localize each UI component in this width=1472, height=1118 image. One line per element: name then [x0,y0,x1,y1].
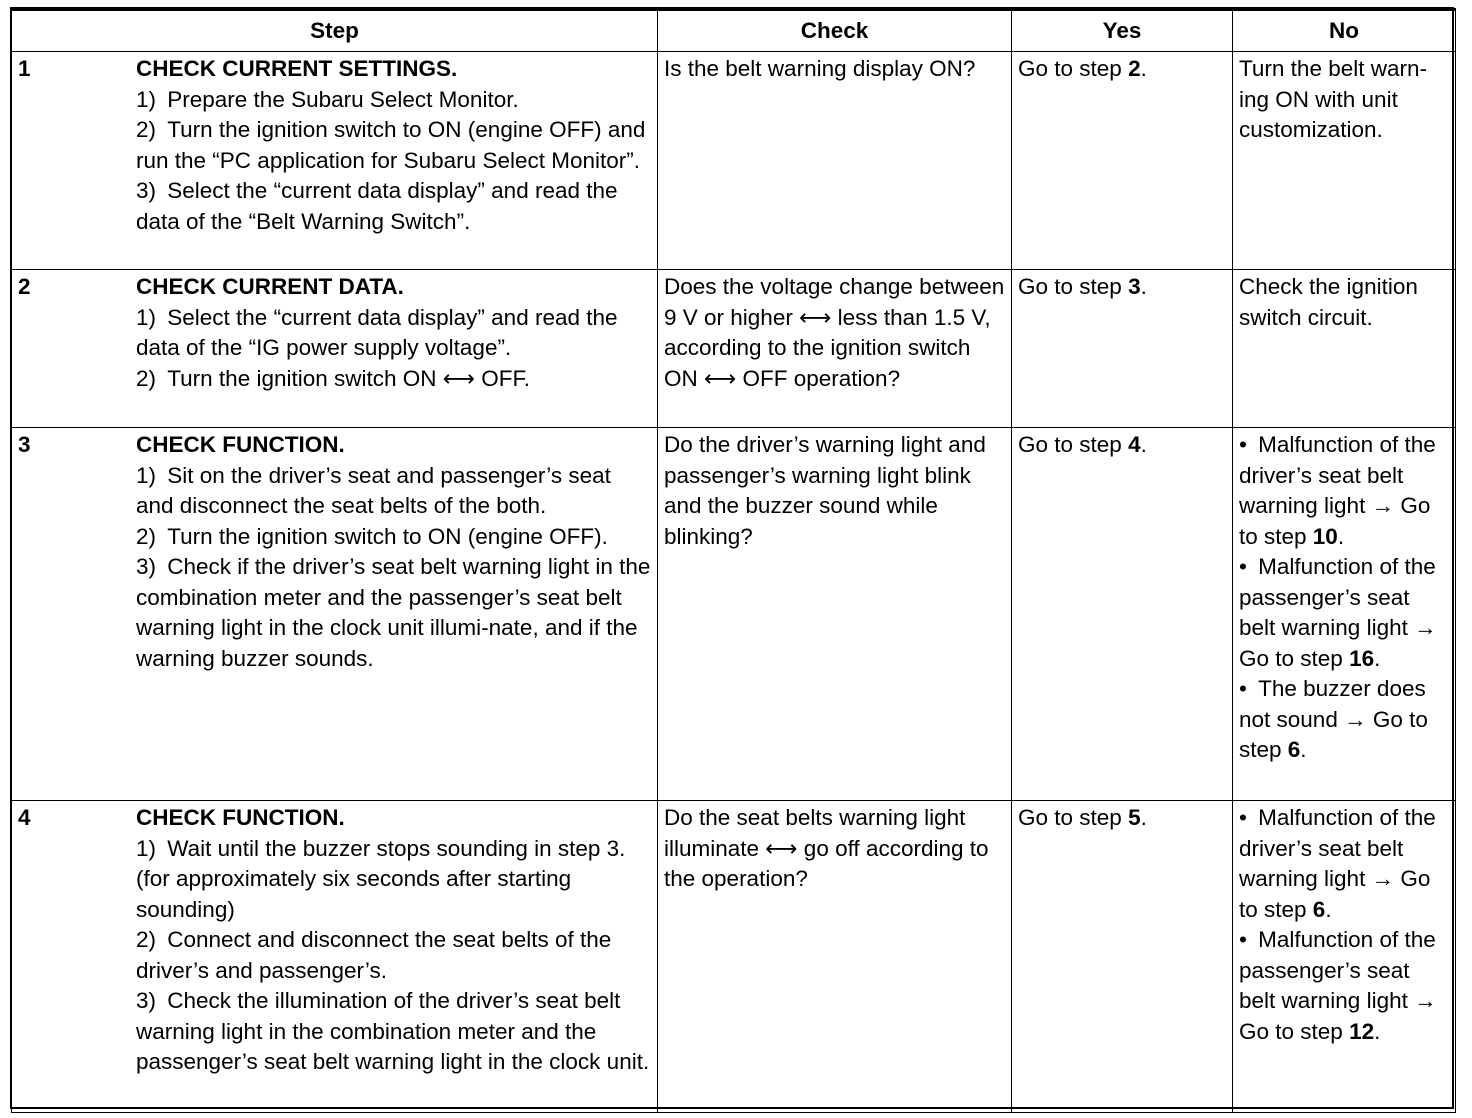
yes-suffix: . [1140,805,1147,830]
step-title: CHECK FUNCTION. [136,805,345,830]
step-title: CHECK FUNCTION. [136,432,345,457]
no-item-step-number: 16 [1349,645,1375,671]
yes-cell [1012,52,1233,270]
yes-text: Go to step [1018,432,1129,457]
step-cell [12,52,658,270]
header-step: Step [12,10,658,52]
check-cell: Do the driver’s warning light and passenger’s warning light blink and the buzzer sound while blinking? [658,428,1012,801]
step-line: 3) Check the illumination of the driver’s seat belt warning light in the combination meter and the passenger’s seat belt warning light in the clock unit. [136,988,650,1074]
header-yes: Yes [1012,10,1233,52]
yes-step-number: 4 [1128,432,1141,457]
no-item [1239,803,1451,925]
diagnostic-table [11,8,1456,1113]
header-no: No [1233,10,1456,52]
step-number: 1 [18,56,31,81]
step-line: 1) Wait until the buzzer stops sounding in step 3. (for approximately six seconds after starting sounding) [136,835,626,922]
no-item-text: • Malfunction of the passenger’s seat belt warning light → Go to step [1239,554,1437,671]
no-item [1239,552,1451,674]
no-cell [1233,801,1456,1113]
no-cell: Turn the belt warn-ing ON with unit customization. [1233,52,1456,270]
header-check: Check [658,10,1012,52]
step-line: 2) Connect and disconnect the seat belts of the driver’s and passenger’s. [136,927,612,983]
no-item-text: • Malfunction of the driver’s seat belt warning light → Go to step [1239,432,1436,549]
step-cell [12,270,658,428]
step-title: CHECK CURRENT SETTINGS. [136,56,458,81]
no-item-step-number: 6 [1312,896,1326,922]
yes-suffix: . [1140,56,1147,81]
table-row [12,270,1456,428]
step-line: 3) Select the “current data display” and read the data of the “Belt Warning Switch”. [136,178,618,234]
yes-cell [1012,428,1233,801]
step-number: 4 [18,805,31,830]
step-line: 2) Turn the ignition switch ON ⟷ OFF. [136,365,531,391]
no-item [1239,430,1451,552]
no-cell: Check the ignition switch circuit. [1233,270,1456,428]
no-item-step-number: 12 [1349,1018,1375,1044]
yes-step-number: 5 [1128,805,1141,830]
no-item-text: • Malfunction of the passenger’s seat belt warning light → Go to step [1239,927,1437,1044]
step-line: 3) Check if the driver’s seat belt warning light in the combination meter and the passenger’s seat belt warning light in the clock unit illumi-nate, and if the warning buzzer sounds. [136,554,651,671]
yes-suffix: . [1140,274,1147,299]
table-row [12,801,1456,1113]
no-item-step-number: 6 [1287,737,1301,762]
yes-text: Go to step [1018,56,1129,81]
check-cell: Do the seat belts warning light illuminate ⟷ go off according to the operation? [658,801,1012,1113]
no-item-suffix: . [1300,737,1307,762]
no-item [1239,674,1451,766]
no-item-suffix: . [1325,896,1332,922]
step-line: 1) Select the “current data display” and read the data of the “IG power supply voltage”. [136,304,618,360]
step-line: 1) Sit on the driver’s seat and passenger’s seat and disconnect the seat belts of the both. [136,462,611,518]
no-item-text: • Malfunction of the driver’s seat belt warning light → Go to step [1239,805,1436,922]
yes-cell [1012,801,1233,1113]
yes-cell [1012,270,1233,428]
no-item-suffix: . [1374,645,1381,671]
step-line: 1) Prepare the Subaru Select Monitor. [136,86,519,112]
step-number: 2 [18,274,31,299]
yes-step-number: 3 [1128,274,1141,299]
no-item-text: • The buzzer does not sound → Go to step [1239,676,1428,762]
yes-text: Go to step [1018,274,1129,299]
no-item-suffix: . [1374,1018,1381,1044]
check-cell: Does the voltage change between 9 V or higher ⟷ less than 1.5 V, according to the ignition switch ON ⟷ OFF operation? [658,270,1012,428]
yes-text: Go to step [1018,805,1129,830]
step-number: 3 [18,432,31,457]
table-row [12,52,1456,270]
table-row [12,428,1456,801]
no-item-step-number: 10 [1312,523,1338,549]
step-line: 2) Turn the ignition switch to ON (engine OFF) and run the “PC application for Subaru Select Monitor”. [136,117,646,173]
no-item [1239,925,1451,1047]
step-cell [12,801,658,1113]
yes-suffix: . [1140,432,1147,457]
header-row [12,10,1456,52]
no-item-suffix: . [1337,523,1345,549]
step-title: CHECK CURRENT DATA. [136,274,404,299]
no-cell [1233,428,1456,801]
step-cell [12,428,658,801]
check-cell: Is the belt warning display ON? [658,52,1012,270]
step-line: 2) Turn the ignition switch to ON (engine OFF). [136,523,608,549]
yes-step-number: 2 [1128,56,1141,81]
